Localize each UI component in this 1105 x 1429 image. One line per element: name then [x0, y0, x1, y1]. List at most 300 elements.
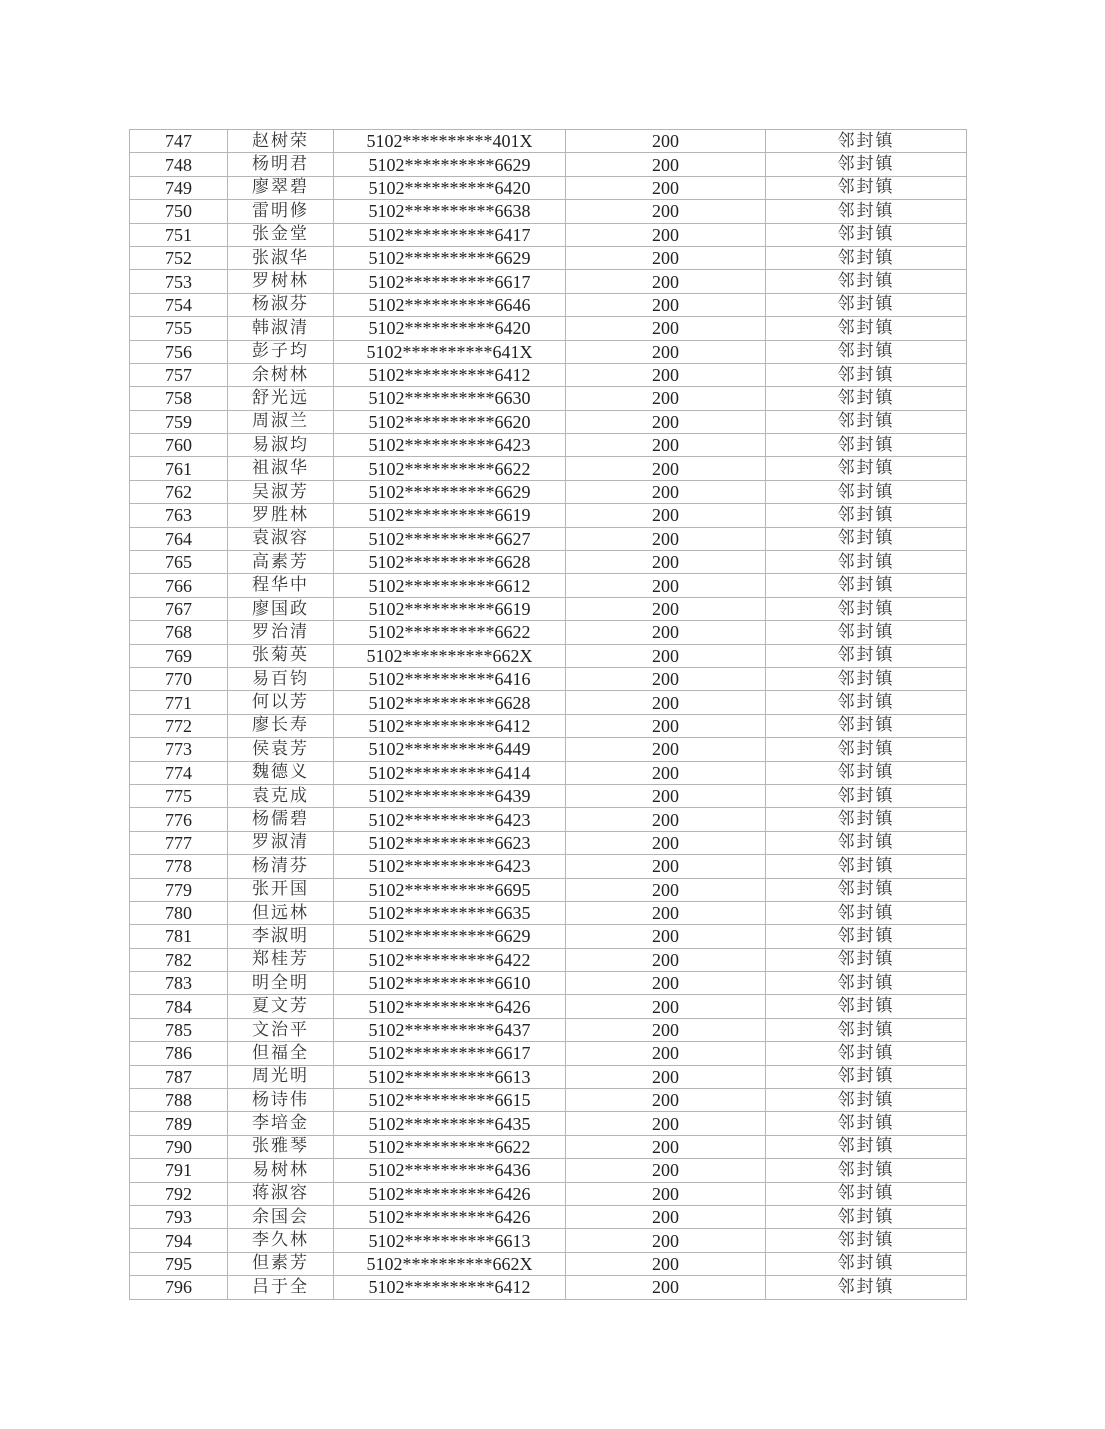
id-number-cell: 5102**********6426 [334, 1182, 566, 1205]
person-name-cell: 廖长寿 [228, 714, 334, 737]
id-number-cell: 5102**********6629 [334, 246, 566, 269]
town-cell: 邻封镇 [766, 317, 967, 340]
amount-cell: 200 [566, 270, 766, 293]
table-row [130, 1276, 967, 1299]
row-number-cell: 762 [130, 480, 228, 503]
person-name-cell: 杨儒碧 [228, 808, 334, 831]
row-number-cell: 775 [130, 784, 228, 807]
id-number-cell: 5102**********6646 [334, 293, 566, 316]
table-row [130, 831, 967, 854]
row-number-cell: 778 [130, 855, 228, 878]
table-row [130, 855, 967, 878]
table-row [130, 527, 967, 550]
table-row [130, 1182, 967, 1205]
row-number-cell: 761 [130, 457, 228, 480]
town-cell: 邻封镇 [766, 1135, 967, 1158]
id-number-cell: 5102**********6623 [334, 831, 566, 854]
table-row [130, 925, 967, 948]
row-number-cell: 796 [130, 1276, 228, 1299]
row-number-cell: 789 [130, 1112, 228, 1135]
town-cell: 邻封镇 [766, 246, 967, 269]
amount-cell: 200 [566, 340, 766, 363]
id-number-cell: 5102**********6613 [334, 1229, 566, 1252]
town-cell: 邻封镇 [766, 504, 967, 527]
id-number-cell: 5102**********6628 [334, 691, 566, 714]
town-cell: 邻封镇 [766, 714, 967, 737]
town-cell: 邻封镇 [766, 878, 967, 901]
row-number-cell: 784 [130, 995, 228, 1018]
id-number-cell: 5102**********6436 [334, 1159, 566, 1182]
id-number-cell: 5102**********401X [334, 130, 566, 153]
table-row [130, 293, 967, 316]
town-cell: 邻封镇 [766, 153, 967, 176]
row-number-cell: 780 [130, 901, 228, 924]
id-number-cell: 5102**********6622 [334, 621, 566, 644]
person-name-cell: 罗治清 [228, 621, 334, 644]
table-row [130, 200, 967, 223]
id-number-cell: 5102**********6612 [334, 574, 566, 597]
id-number-cell: 5102**********6635 [334, 901, 566, 924]
town-cell: 邻封镇 [766, 1252, 967, 1275]
town-cell: 邻封镇 [766, 808, 967, 831]
id-number-cell: 5102**********6613 [334, 1065, 566, 1088]
id-number-cell: 5102**********6629 [334, 480, 566, 503]
row-number-cell: 795 [130, 1252, 228, 1275]
amount-cell: 200 [566, 434, 766, 457]
id-number-cell: 5102**********6412 [334, 1276, 566, 1299]
amount-cell: 200 [566, 246, 766, 269]
person-name-cell: 周淑兰 [228, 410, 334, 433]
amount-cell: 200 [566, 293, 766, 316]
person-name-cell: 郑桂芳 [228, 948, 334, 971]
table-row [130, 621, 967, 644]
id-number-cell: 5102**********6629 [334, 925, 566, 948]
id-number-cell: 5102**********6412 [334, 363, 566, 386]
town-cell: 邻封镇 [766, 270, 967, 293]
table-row [130, 948, 967, 971]
row-number-cell: 783 [130, 972, 228, 995]
amount-cell: 200 [566, 410, 766, 433]
person-name-cell: 李淑明 [228, 925, 334, 948]
town-cell: 邻封镇 [766, 480, 967, 503]
table-row [130, 1159, 967, 1182]
table-row [130, 808, 967, 831]
id-number-cell: 5102**********6423 [334, 808, 566, 831]
amount-cell: 200 [566, 878, 766, 901]
amount-cell: 200 [566, 153, 766, 176]
id-number-cell: 5102**********6622 [334, 457, 566, 480]
amount-cell: 200 [566, 1089, 766, 1112]
row-number-cell: 759 [130, 410, 228, 433]
id-number-cell: 5102**********6610 [334, 972, 566, 995]
row-number-cell: 787 [130, 1065, 228, 1088]
amount-cell: 200 [566, 597, 766, 620]
table-row [130, 387, 967, 410]
id-number-cell: 5102**********6617 [334, 1042, 566, 1065]
town-cell: 邻封镇 [766, 761, 967, 784]
person-name-cell: 张金堂 [228, 223, 334, 246]
town-cell: 邻封镇 [766, 691, 967, 714]
table-row [130, 878, 967, 901]
town-cell: 邻封镇 [766, 1205, 967, 1228]
amount-cell: 200 [566, 995, 766, 1018]
town-cell: 邻封镇 [766, 855, 967, 878]
row-number-cell: 763 [130, 504, 228, 527]
row-number-cell: 777 [130, 831, 228, 854]
row-number-cell: 781 [130, 925, 228, 948]
table-row [130, 714, 967, 737]
person-name-cell: 但素芳 [228, 1252, 334, 1275]
amount-cell: 200 [566, 1229, 766, 1252]
row-number-cell: 791 [130, 1159, 228, 1182]
town-cell: 邻封镇 [766, 340, 967, 363]
id-number-cell: 5102**********6422 [334, 948, 566, 971]
amount-cell: 200 [566, 1159, 766, 1182]
person-name-cell: 袁淑容 [228, 527, 334, 550]
amount-cell: 200 [566, 855, 766, 878]
row-number-cell: 765 [130, 551, 228, 574]
town-cell: 邻封镇 [766, 831, 967, 854]
person-name-cell: 夏文芳 [228, 995, 334, 1018]
amount-cell: 200 [566, 504, 766, 527]
town-cell: 邻封镇 [766, 551, 967, 574]
person-name-cell: 祖淑华 [228, 457, 334, 480]
person-name-cell: 张菊英 [228, 644, 334, 667]
town-cell: 邻封镇 [766, 363, 967, 386]
row-number-cell: 767 [130, 597, 228, 620]
person-name-cell: 舒光远 [228, 387, 334, 410]
amount-cell: 200 [566, 223, 766, 246]
amount-cell: 200 [566, 551, 766, 574]
row-number-cell: 774 [130, 761, 228, 784]
town-cell: 邻封镇 [766, 995, 967, 1018]
row-number-cell: 782 [130, 948, 228, 971]
row-number-cell: 788 [130, 1089, 228, 1112]
table-row [130, 1229, 967, 1252]
table-row [130, 1205, 967, 1228]
person-name-cell: 李培金 [228, 1112, 334, 1135]
row-number-cell: 750 [130, 200, 228, 223]
person-name-cell: 何以芳 [228, 691, 334, 714]
table-row [130, 574, 967, 597]
row-number-cell: 749 [130, 176, 228, 199]
town-cell: 邻封镇 [766, 293, 967, 316]
amount-cell: 200 [566, 480, 766, 503]
id-number-cell: 5102**********6615 [334, 1089, 566, 1112]
id-number-cell: 5102**********6628 [334, 551, 566, 574]
table-row [130, 176, 967, 199]
person-name-cell: 杨淑芬 [228, 293, 334, 316]
person-name-cell: 易淑均 [228, 434, 334, 457]
amount-cell: 200 [566, 1276, 766, 1299]
row-number-cell: 764 [130, 527, 228, 550]
town-cell: 邻封镇 [766, 223, 967, 246]
amount-cell: 200 [566, 130, 766, 153]
id-number-cell: 5102**********6439 [334, 784, 566, 807]
table-row [130, 340, 967, 363]
table-row [130, 130, 967, 153]
town-cell: 邻封镇 [766, 176, 967, 199]
row-number-cell: 755 [130, 317, 228, 340]
person-name-cell: 程华中 [228, 574, 334, 597]
person-name-cell: 蒋淑容 [228, 1182, 334, 1205]
town-cell: 邻封镇 [766, 644, 967, 667]
person-name-cell: 赵树荣 [228, 130, 334, 153]
table-row [130, 784, 967, 807]
id-number-cell: 5102**********662X [334, 644, 566, 667]
id-number-cell: 5102**********6416 [334, 667, 566, 690]
id-number-cell: 5102**********6629 [334, 153, 566, 176]
amount-cell: 200 [566, 691, 766, 714]
table-row [130, 667, 967, 690]
table-row [130, 1018, 967, 1041]
town-cell: 邻封镇 [766, 925, 967, 948]
amount-cell: 200 [566, 831, 766, 854]
amount-cell: 200 [566, 527, 766, 550]
id-number-cell: 5102**********6435 [334, 1112, 566, 1135]
row-number-cell: 752 [130, 246, 228, 269]
table-row [130, 480, 967, 503]
table-row [130, 434, 967, 457]
amount-cell: 200 [566, 1042, 766, 1065]
row-number-cell: 790 [130, 1135, 228, 1158]
amount-cell: 200 [566, 317, 766, 340]
person-name-cell: 周光明 [228, 1065, 334, 1088]
row-number-cell: 754 [130, 293, 228, 316]
amount-cell: 200 [566, 621, 766, 644]
person-name-cell: 杨清芬 [228, 855, 334, 878]
id-number-cell: 5102**********6420 [334, 176, 566, 199]
town-cell: 邻封镇 [766, 527, 967, 550]
row-number-cell: 794 [130, 1229, 228, 1252]
table-row [130, 270, 967, 293]
person-name-cell: 雷明修 [228, 200, 334, 223]
town-cell: 邻封镇 [766, 901, 967, 924]
row-number-cell: 792 [130, 1182, 228, 1205]
row-number-cell: 771 [130, 691, 228, 714]
person-name-cell: 廖国政 [228, 597, 334, 620]
id-number-cell: 5102**********6630 [334, 387, 566, 410]
town-cell: 邻封镇 [766, 972, 967, 995]
town-cell: 邻封镇 [766, 1042, 967, 1065]
town-cell: 邻封镇 [766, 434, 967, 457]
town-cell: 邻封镇 [766, 1229, 967, 1252]
person-name-cell: 张雅琴 [228, 1135, 334, 1158]
id-number-cell: 5102**********6420 [334, 317, 566, 340]
id-number-cell: 5102**********6620 [334, 410, 566, 433]
id-number-cell: 5102**********6437 [334, 1018, 566, 1041]
table-row [130, 457, 967, 480]
person-name-cell: 文治平 [228, 1018, 334, 1041]
person-name-cell: 明全明 [228, 972, 334, 995]
amount-cell: 200 [566, 948, 766, 971]
row-number-cell: 768 [130, 621, 228, 644]
row-number-cell: 748 [130, 153, 228, 176]
amount-cell: 200 [566, 761, 766, 784]
id-number-cell: 5102**********6412 [334, 714, 566, 737]
row-number-cell: 770 [130, 667, 228, 690]
roster-body [130, 130, 967, 1300]
amount-cell: 200 [566, 387, 766, 410]
row-number-cell: 779 [130, 878, 228, 901]
row-number-cell: 747 [130, 130, 228, 153]
amount-cell: 200 [566, 901, 766, 924]
person-name-cell: 韩淑清 [228, 317, 334, 340]
id-number-cell: 5102**********6426 [334, 995, 566, 1018]
id-number-cell: 5102**********6638 [334, 200, 566, 223]
table-row [130, 317, 967, 340]
amount-cell: 200 [566, 1018, 766, 1041]
id-number-cell: 5102**********6426 [334, 1205, 566, 1228]
town-cell: 邻封镇 [766, 130, 967, 153]
town-cell: 邻封镇 [766, 410, 967, 433]
id-number-cell: 5102**********6423 [334, 434, 566, 457]
town-cell: 邻封镇 [766, 784, 967, 807]
amount-cell: 200 [566, 644, 766, 667]
amount-cell: 200 [566, 1205, 766, 1228]
person-name-cell: 魏德义 [228, 761, 334, 784]
id-number-cell: 5102**********6622 [334, 1135, 566, 1158]
person-name-cell: 吕于全 [228, 1276, 334, 1299]
roster-table [129, 129, 967, 1300]
id-number-cell: 5102**********6619 [334, 504, 566, 527]
table-row [130, 644, 967, 667]
row-number-cell: 786 [130, 1042, 228, 1065]
town-cell: 邻封镇 [766, 597, 967, 620]
row-number-cell: 753 [130, 270, 228, 293]
row-number-cell: 773 [130, 738, 228, 761]
table-row [130, 1065, 967, 1088]
town-cell: 邻封镇 [766, 387, 967, 410]
town-cell: 邻封镇 [766, 1182, 967, 1205]
amount-cell: 200 [566, 667, 766, 690]
row-number-cell: 776 [130, 808, 228, 831]
id-number-cell: 5102**********6695 [334, 878, 566, 901]
town-cell: 邻封镇 [766, 1112, 967, 1135]
person-name-cell: 余树林 [228, 363, 334, 386]
row-number-cell: 793 [130, 1205, 228, 1228]
amount-cell: 200 [566, 200, 766, 223]
row-number-cell: 769 [130, 644, 228, 667]
amount-cell: 200 [566, 1135, 766, 1158]
row-number-cell: 785 [130, 1018, 228, 1041]
amount-cell: 200 [566, 457, 766, 480]
amount-cell: 200 [566, 1065, 766, 1088]
person-name-cell: 吴淑芳 [228, 480, 334, 503]
table-row [130, 363, 967, 386]
table-row [130, 246, 967, 269]
table-row [130, 223, 967, 246]
table-row [130, 995, 967, 1018]
person-name-cell: 高素芳 [228, 551, 334, 574]
town-cell: 邻封镇 [766, 948, 967, 971]
table-row [130, 1112, 967, 1135]
row-number-cell: 757 [130, 363, 228, 386]
table-row [130, 972, 967, 995]
town-cell: 邻封镇 [766, 738, 967, 761]
table-row [130, 1089, 967, 1112]
person-name-cell: 袁克成 [228, 784, 334, 807]
amount-cell: 200 [566, 808, 766, 831]
id-number-cell: 5102**********6449 [334, 738, 566, 761]
person-name-cell: 罗淑清 [228, 831, 334, 854]
person-name-cell: 杨明君 [228, 153, 334, 176]
row-number-cell: 760 [130, 434, 228, 457]
amount-cell: 200 [566, 738, 766, 761]
amount-cell: 200 [566, 1252, 766, 1275]
amount-cell: 200 [566, 925, 766, 948]
person-name-cell: 侯袁芳 [228, 738, 334, 761]
person-name-cell: 但远林 [228, 901, 334, 924]
person-name-cell: 但福全 [228, 1042, 334, 1065]
amount-cell: 200 [566, 363, 766, 386]
person-name-cell: 廖翠碧 [228, 176, 334, 199]
amount-cell: 200 [566, 1182, 766, 1205]
id-number-cell: 5102**********6417 [334, 223, 566, 246]
table-row [130, 691, 967, 714]
id-number-cell: 5102**********6619 [334, 597, 566, 620]
town-cell: 邻封镇 [766, 621, 967, 644]
table-row [130, 738, 967, 761]
amount-cell: 200 [566, 784, 766, 807]
town-cell: 邻封镇 [766, 1065, 967, 1088]
table-row [130, 1135, 967, 1158]
table-row [130, 551, 967, 574]
person-name-cell: 张淑华 [228, 246, 334, 269]
row-number-cell: 766 [130, 574, 228, 597]
id-number-cell: 5102**********6414 [334, 761, 566, 784]
town-cell: 邻封镇 [766, 574, 967, 597]
table-row [130, 153, 967, 176]
town-cell: 邻封镇 [766, 1159, 967, 1182]
amount-cell: 200 [566, 972, 766, 995]
id-number-cell: 5102**********6627 [334, 527, 566, 550]
id-number-cell: 5102**********662X [334, 1252, 566, 1275]
person-name-cell: 易百钧 [228, 667, 334, 690]
table-row [130, 1042, 967, 1065]
person-name-cell: 易树林 [228, 1159, 334, 1182]
person-name-cell: 余国会 [228, 1205, 334, 1228]
row-number-cell: 772 [130, 714, 228, 737]
town-cell: 邻封镇 [766, 200, 967, 223]
town-cell: 邻封镇 [766, 457, 967, 480]
amount-cell: 200 [566, 176, 766, 199]
person-name-cell: 彭子均 [228, 340, 334, 363]
row-number-cell: 756 [130, 340, 228, 363]
row-number-cell: 758 [130, 387, 228, 410]
id-number-cell: 5102**********6617 [334, 270, 566, 293]
table-row [130, 504, 967, 527]
amount-cell: 200 [566, 714, 766, 737]
person-name-cell: 杨诗伟 [228, 1089, 334, 1112]
amount-cell: 200 [566, 574, 766, 597]
table-row [130, 901, 967, 924]
id-number-cell: 5102**********6423 [334, 855, 566, 878]
person-name-cell: 李久林 [228, 1229, 334, 1252]
person-name-cell: 罗树林 [228, 270, 334, 293]
table-row [130, 597, 967, 620]
town-cell: 邻封镇 [766, 1018, 967, 1041]
town-cell: 邻封镇 [766, 1276, 967, 1299]
person-name-cell: 张开国 [228, 878, 334, 901]
town-cell: 邻封镇 [766, 1089, 967, 1112]
table-row [130, 1252, 967, 1275]
row-number-cell: 751 [130, 223, 228, 246]
table-row [130, 761, 967, 784]
id-number-cell: 5102**********641X [334, 340, 566, 363]
person-name-cell: 罗胜林 [228, 504, 334, 527]
amount-cell: 200 [566, 1112, 766, 1135]
